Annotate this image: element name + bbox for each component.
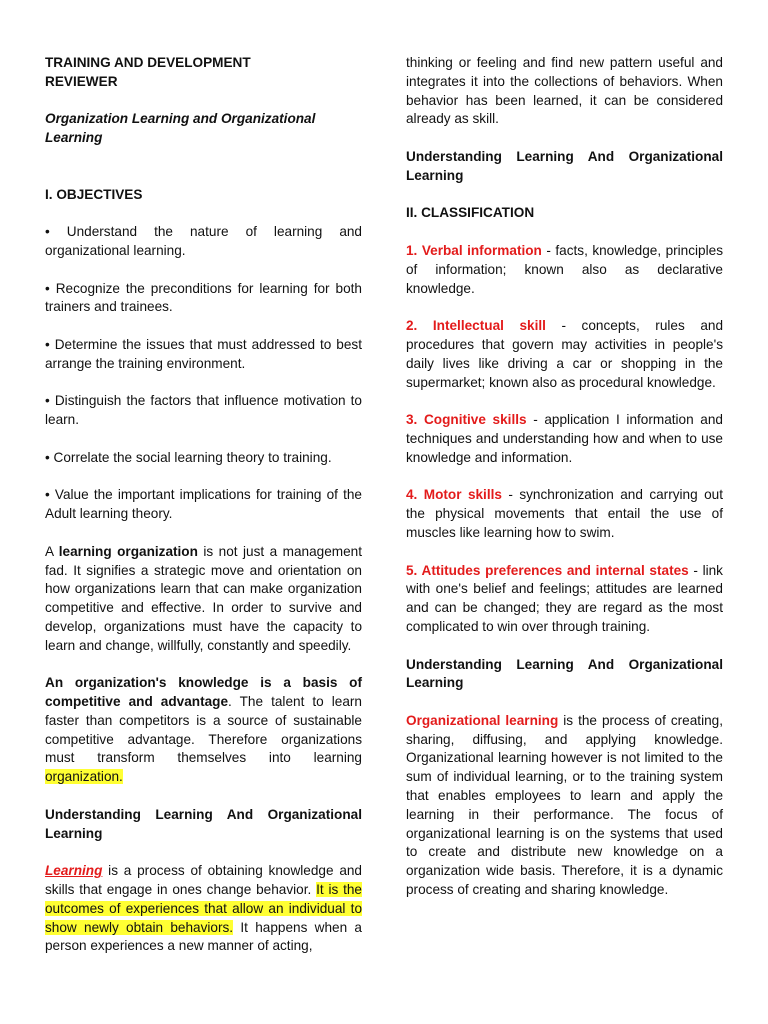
objective-item: • Understand the nature of learning and organizational learning. bbox=[45, 224, 362, 258]
lo-pre: A bbox=[45, 543, 59, 559]
classification-text: - link with one's belief and feelings; attitudes are learned and can be changed; they are regard as the most complicated to win over through training. bbox=[406, 562, 723, 634]
knowledge-lead: An organization's knowledge is a basis of competitive and advantage bbox=[45, 675, 362, 710]
classification-item bbox=[406, 486, 723, 542]
document-title bbox=[45, 54, 362, 92]
learning-highlight: It is the outcomes of experiences that allow an individual to show newly obtain behaviors. bbox=[45, 882, 362, 935]
section-heading: Understanding Learning And Organizational Learning bbox=[406, 148, 723, 183]
objective-item: • Recognize the preconditions for learning for both trainers and trainees. bbox=[45, 280, 362, 315]
classification-term: 1. Verbal information bbox=[406, 242, 542, 258]
section-heading: Understanding Learning And Organizational Learning bbox=[406, 656, 723, 691]
knowledge-highlight: organization. bbox=[45, 769, 123, 785]
org-learning-term: Organizational learning bbox=[406, 712, 559, 728]
classification-item bbox=[406, 242, 723, 298]
learning-body: is a process of obtaining knowledge and skills that engage in ones change behavior. bbox=[45, 863, 362, 898]
classification-text: - concepts, rules and procedures that govern may activities in people's daily lives like driving a car or shopping in the supermarket; known also as procedural knowledge. bbox=[406, 318, 724, 390]
objective-item: • Value the important implications for training of the Adult learning theory. bbox=[45, 487, 362, 522]
classification-item bbox=[406, 317, 723, 392]
document-title-line2: REVIEWER bbox=[45, 73, 118, 89]
continuation-paragraph: thinking or feeling and find new pattern useful and integrates it into the collections of behaviors. When behavior has been learned, it can be considered already as skill. bbox=[406, 55, 723, 127]
right-column bbox=[406, 54, 723, 919]
learning-paragraph bbox=[45, 862, 362, 956]
document-title-line1: TRAINING AND DEVELOPMENT bbox=[45, 55, 251, 70]
classification-term: 4. Motor skills bbox=[406, 487, 502, 503]
objective-item: • Determine the issues that must addressed to best arrange the training environment. bbox=[45, 336, 362, 371]
objectives-heading: I. OBJECTIVES bbox=[45, 186, 143, 202]
learning-organization-paragraph bbox=[45, 543, 362, 656]
lo-term: learning organization bbox=[58, 543, 198, 559]
classification-term: 5. Attitudes preferences and internal states bbox=[406, 562, 689, 578]
classification-item bbox=[406, 562, 723, 637]
objective-item: • Distinguish the factors that influence motivation to learn. bbox=[45, 393, 362, 428]
document-subtitle: Organization Learning and Organizational Learning bbox=[45, 111, 316, 146]
classification-term: 3. Cognitive skills bbox=[406, 412, 527, 428]
section-heading: Understanding Learning And Organizational Learning bbox=[45, 806, 362, 841]
learning-term: Learning bbox=[45, 863, 103, 879]
left-column bbox=[45, 54, 362, 975]
org-learning-text: is the process of creating, sharing, diffusing, and applying knowledge. Organizational learning however is not limited to the sum of individual learning, or to the training system that enables employees to learn and apply the learning in their performance. The focus of organizational learning is on the systems that used to create and distribute new knowledge on a organization wide basis. Therefore, it is a dynamic process of creating and sharing knowledge. bbox=[406, 712, 723, 898]
knowledge-body: . The talent to learn faster than competitors is a source of sustainable competitive advantage. Therefore organizations must transform themselves into learning bbox=[45, 694, 362, 766]
learning-tail: It happens when a person experiences a new manner of acting, bbox=[45, 919, 362, 954]
knowledge-paragraph bbox=[45, 674, 362, 787]
classification-text: - application I information and techniques and understanding how and when to use knowledge and information. bbox=[406, 412, 723, 465]
spacer bbox=[45, 167, 362, 186]
classification-text: - facts, knowledge, principles of information; known also as declarative knowledge. bbox=[406, 242, 723, 296]
objective-item: • Correlate the social learning theory to training. bbox=[45, 449, 332, 465]
classification-term: 2. Intellectual skill bbox=[406, 318, 546, 334]
lo-body: is not just a management fad. It signifies a strategic move and orientation on how organizations learn that can make organization competitive and effective. In order to survive and develop, organizations must have the capacity to learn and change, willfully, constantly and speedily. bbox=[45, 543, 362, 653]
organizational-learning-paragraph bbox=[406, 712, 723, 900]
classification-heading: II. CLASSIFICATION bbox=[406, 205, 535, 221]
classification-item bbox=[406, 411, 723, 467]
classification-text: - synchronization and carrying out the physical movements that entail the use of muscles like learning how to swim. bbox=[406, 487, 723, 540]
